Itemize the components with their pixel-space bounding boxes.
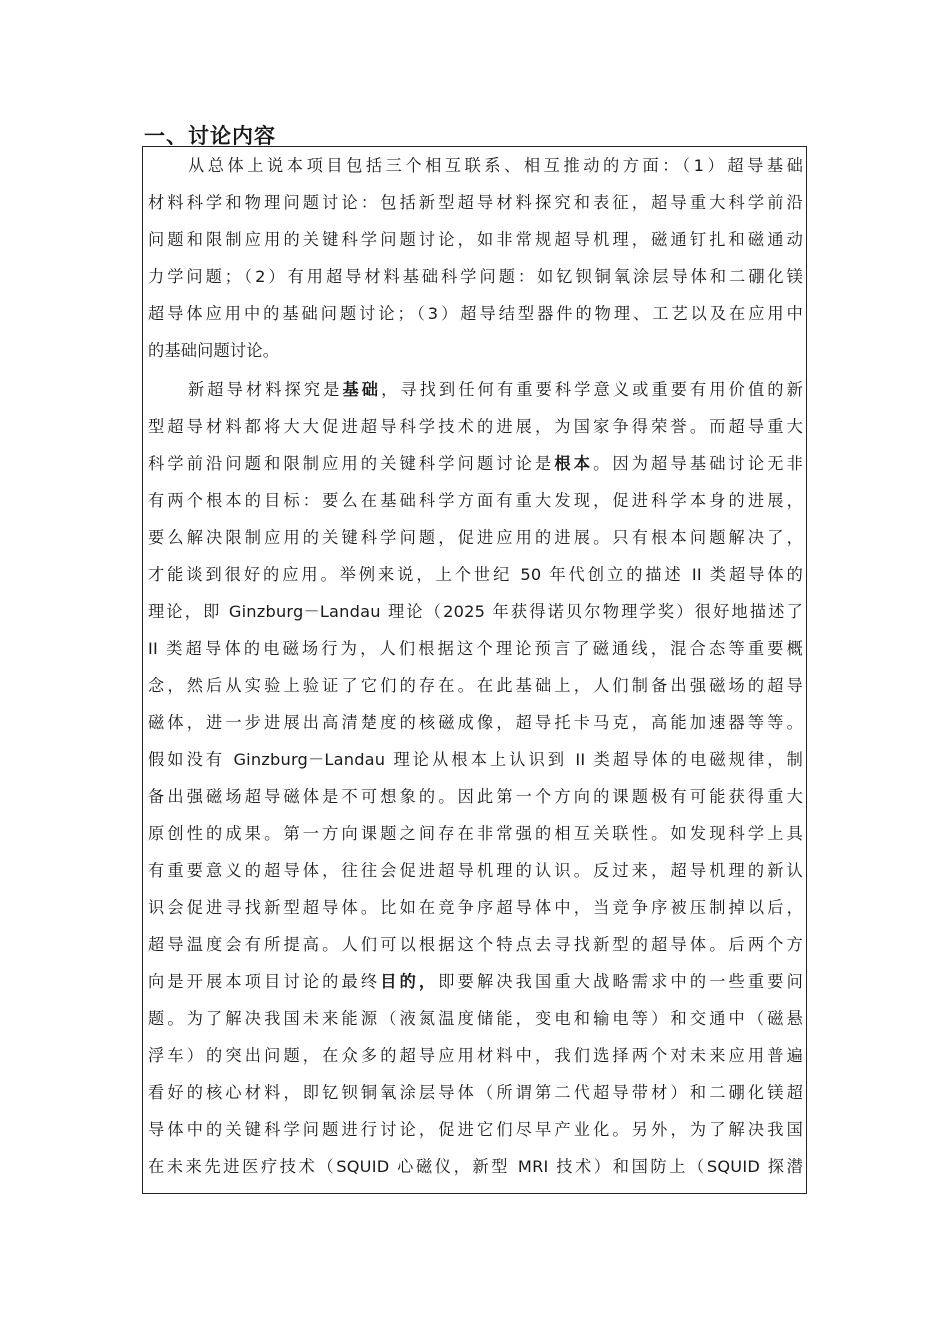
text-line: 问题和限制应用的关键科学问题讨论，如非常规超导机理，磁通钉扎和磁通动	[148, 230, 803, 249]
text-span: 向是开展本项目讨论的最终	[148, 972, 381, 991]
emphasis-text: 基础	[342, 380, 382, 399]
content-box	[142, 146, 807, 1194]
text-line: 导体中的关键科学问题进行讨论，促进它们尽早产业化。另外，为了解决我国	[148, 1120, 803, 1139]
text-line: 要么解决限制应用的关键科学问题，促进应用的进展。只有根本问题解决了，	[148, 528, 803, 547]
text-line: 备出强磁场超导磁体是不可想象的。因此第一个方向的课题极有可能获得重大	[148, 787, 803, 806]
text-line: 识会促进寻找新型超导体。比如在竞争序超导体中，当竞争序被压制掉以后，	[148, 898, 803, 917]
text-line: 有两个根本的目标：要么在基础科学方面有重大发现，促进科学本身的进展，	[148, 491, 803, 510]
text-line: 理论，即 Ginzburg－Landau 理论（2025 年获得诺贝尔物理学奖）很好地描述了	[148, 602, 803, 621]
text-line: 假如没有 Ginzburg－Landau 理论从根本上认识到 II 类超导体的电磁规律，制	[148, 750, 803, 769]
section-heading: 一、讨论内容	[144, 124, 276, 148]
text-span: ，寻找到任何有重要科学意义或重要有用价值的新	[381, 380, 803, 399]
text-line: 才能谈到很好的应用。举例来说，上个世纪 50 年代创立的描述 II 类超导体的	[148, 565, 803, 584]
text-line: 超导体应用中的基础问题讨论；（3）超导结型器件的物理、工艺以及在应用中	[148, 304, 803, 323]
text-line: 的基础问题讨论。	[148, 341, 280, 360]
text-span: 。因为超导基础讨论无非	[593, 454, 803, 473]
text-span: 新超导材料探究是	[188, 380, 343, 399]
text-line: 看好的核心材料，即钇钡铜氧涂层导体（所谓第二代超导带材）和二硼化镁超	[148, 1083, 803, 1102]
text-line: 材料科学和物理问题讨论：包括新型超导材料探究和表征，超导重大科学前沿	[148, 193, 803, 212]
text-line: 念，然后从实验上验证了它们的存在。在此基础上，人们制备出强磁场的超导	[148, 676, 803, 695]
text-line: 磁体，进一步进展出高清楚度的核磁成像，超导托卡马克，高能加速器等等。	[148, 713, 803, 732]
text-line: 超导温度会有所提高。人们可以根据这个特点去寻找新型的超导体。后两个方	[148, 935, 803, 954]
text-line: 力学问题；（2）有用超导材料基础科学问题：如钇钡铜氧涂层导体和二硼化镁	[148, 267, 803, 286]
text-line: 从总体上说本项目包括三个相互联系、相互推动的方面：（1）超导基础	[188, 156, 803, 175]
text-line: 有重要意义的超导体，往往会促进超导机理的认识。反过来，超导机理的新认	[148, 861, 803, 880]
text-line	[148, 963, 803, 1000]
text-line: 原创性的成果。第一方向课题之间存在非常强的相互关联性。如发现科学上具	[148, 824, 803, 843]
emphasis-text: 目的，	[380, 972, 439, 991]
text-line: 在未来先进医疗技术（SQUID 心磁仪，新型 MRI 技术）和国防上（SQUID 探潜	[148, 1157, 803, 1176]
text-line: II 类超导体的电磁场行为，人们根据这个理论预言了磁通线，混合态等重要概	[148, 639, 803, 658]
text-span: 即要解决我国重大战略需求中的一些重要问	[438, 972, 803, 991]
text-line: 浮车）的突出问题，在众多的超导应用材料中，我们选择两个对未来应用普遍	[148, 1046, 803, 1065]
text-span: 科学前沿问题和限制应用的关键科学问题讨论是	[148, 454, 555, 473]
text-line	[148, 445, 803, 482]
text-line: 型超导材料都将大大促进超导科学技术的进展，为国家争得荣誉。而超导重大	[148, 417, 803, 436]
text-line	[188, 371, 803, 408]
text-line: 题。为了解决我国未来能源（液氮温度储能，变电和输电等）和交通中（磁悬	[148, 1009, 803, 1028]
emphasis-text: 根本	[554, 454, 594, 473]
